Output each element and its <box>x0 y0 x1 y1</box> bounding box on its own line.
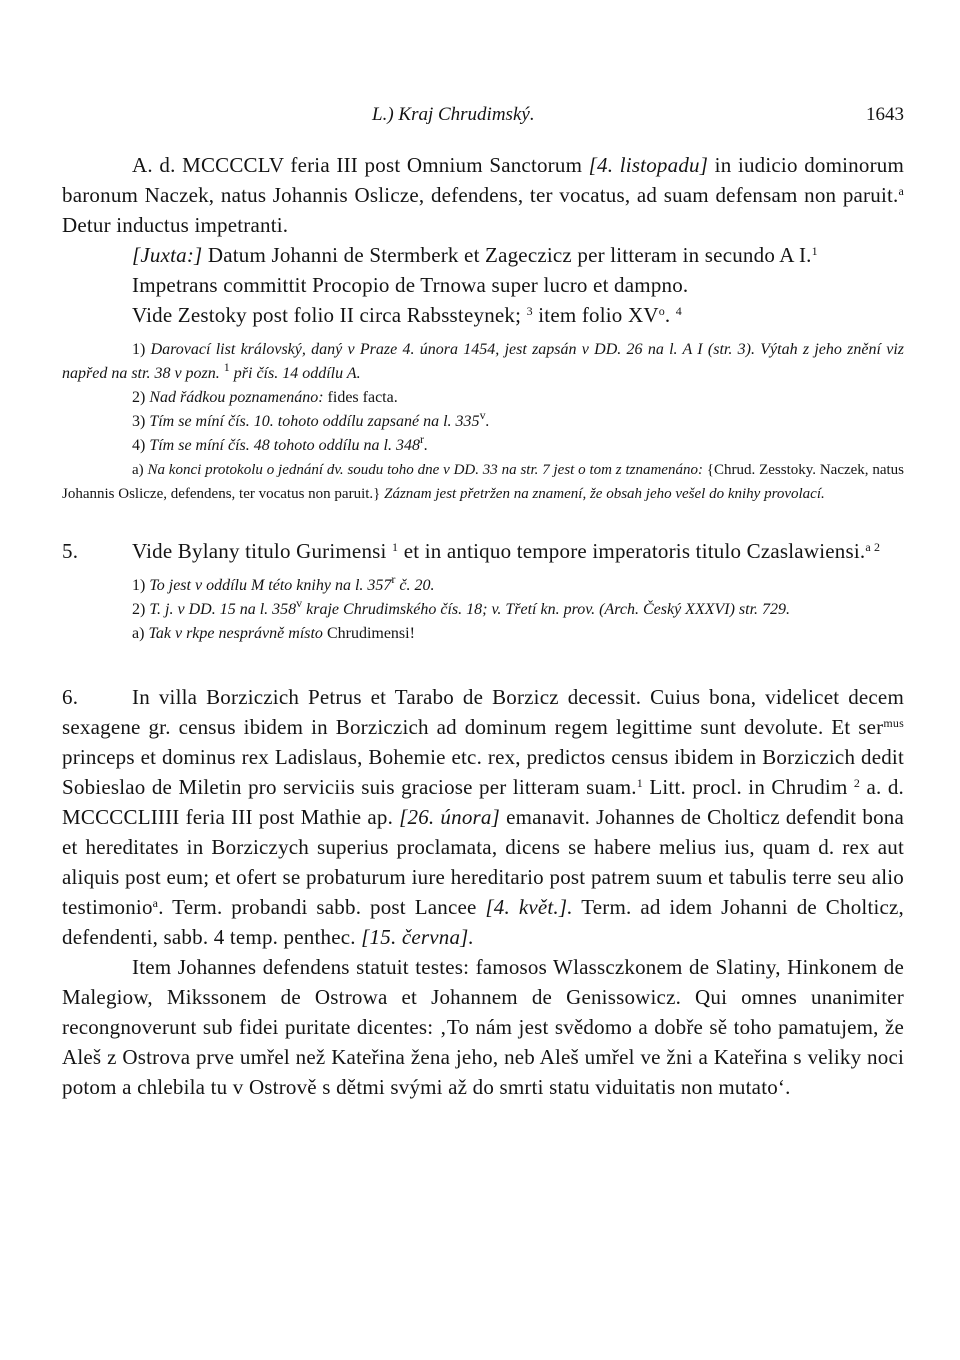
entry-6-text: In villa Borziczich Petrus et Tarabo de Borzicz decessit. Cuius bona, videlicet decem sexagene gr. census ibidem in Borziczich ad dominum regem legittime sunt devolute. Et ser <box>62 685 904 739</box>
footnote-text: . <box>424 437 428 454</box>
entry-5-paragraph <box>62 536 904 566</box>
entry-number: 6. <box>62 685 79 709</box>
footnote-text: kraje Chrudimského čís. 18; v. Třetí kn. prov. (Arch. Český XXXVI) str. 729. <box>306 601 791 618</box>
footnote-text: Tím se míní čís. 10. tohoto oddílu zapsané na l. 335 <box>149 413 480 430</box>
entry-6-text: Litt. procl. in Chrudim <box>649 775 848 799</box>
running-title: L.) Kraj Chrudimský. <box>372 104 535 125</box>
footnote <box>62 598 904 622</box>
entry-a-text-end: Detur inductus impetranti. <box>62 213 289 237</box>
footnote-text: To jest v oddílu M této knihy na l. 357 <box>149 577 392 594</box>
footnote-text: Nad řádkou poznamenáno: <box>149 389 324 406</box>
footnote <box>62 622 904 646</box>
footnote-text: . <box>485 413 490 430</box>
footnote-mark: 1 <box>811 244 818 258</box>
footnote-label: 1) <box>132 577 146 594</box>
footnote-label: a) <box>132 462 144 478</box>
footnote-label: 1) <box>132 341 146 358</box>
entry-6-paragraph-2: Item Johannes defendens statuit testes: famosos Wlassczkonem de Slatiny, Hinkonem de Malegiow, Mikssonem de Ostrowa et Johannem de Genissowicz. Qui omnes unanimiter recongnoverunt sub fidei puritate dicentes: ‚To nám jest svědomo a dobře sě toho pamatujem, že Aleš z Ostrova prve umřel než Kateřina žena jeho, neb Aleš umřel ve žni a Kateřina s veliky noci potom a chlebila tu v Ostrově s dětmi svými až do smrti statu viduitatis non mutato‘. <box>62 955 904 1099</box>
footnote-text: fides facta. <box>327 389 398 406</box>
footnote <box>62 386 904 410</box>
footnote-mark: a <box>898 184 904 198</box>
footnote-text: Tak v rkpe nesprávně místo <box>148 625 323 642</box>
entry-a-text: A. d. MCCCCLV feria III post Omnium Sanctorum <box>132 153 583 177</box>
footnote-mark: a 2 <box>865 540 881 554</box>
entry-a-paragraph-2 <box>62 240 904 270</box>
entry-a-paragraph-1 <box>62 150 904 240</box>
footnote <box>62 458 904 506</box>
footnote <box>62 338 904 386</box>
entry-a-p4-end: . <box>664 303 671 327</box>
entry-6-date: [4. květ.]. <box>485 895 573 919</box>
entry-a-paragraph-3: Impetrans committit Procopio de Trnowa super lucro et dampno. <box>132 273 689 297</box>
entry-6-date: [15. června]. <box>361 925 475 949</box>
superscript-o: o <box>658 304 665 318</box>
footnote-label: 2) <box>132 601 146 618</box>
entry-5-text: et in antiquo tempore imperatoris titulo Czaslawiensi. <box>403 539 866 563</box>
entry-6 <box>62 682 904 1102</box>
footnote-mark: 1 <box>636 776 643 790</box>
footnote-text: Darovací list královský, daný v Praze 4. února 1454, jest zapsán v DD. 26 na l. A I (str. 3). Výtah z jeho znění viz napřed na str. 38 v pozn. <box>62 341 905 382</box>
footnote-mark: r <box>391 572 396 586</box>
entry-6-paragraph-1 <box>62 682 904 952</box>
entry-number: 5. <box>62 539 79 563</box>
footnote <box>62 434 904 458</box>
footnote-mark: v <box>479 408 486 422</box>
page-number: 1643 <box>866 104 904 125</box>
entry-5 <box>62 536 904 646</box>
footnote-text: Záznam jest přetržen na znamení, že obsah jeho vešel do knihy provolací. <box>384 486 825 502</box>
entry-a-p2-text: Datum Johanni de Stermberk et Zageczicz per litteram in secundo A I. <box>207 243 812 267</box>
document-page <box>62 100 904 1102</box>
footnote <box>62 574 904 598</box>
entry-6-text: emanavit. Johannes de Cholticz defendit bona et hereditates in Borziczych superius proclamata, dicens se habere melius ius, quam d. rex aut aliquis post eum; et ofert se probaturum iure hereditario post patrem suum et tabulis terre seu alio testimonio <box>62 805 905 919</box>
footnote-text: při čís. 14 oddílu A. <box>233 365 361 382</box>
entry-6-text: Term. ad idem Johanni de Cholticz, defendenti, sabb. 4 temp. penthec. <box>62 895 905 949</box>
footnote-mark: 4 <box>675 304 682 318</box>
footnote-label: a) <box>132 625 145 642</box>
footnote-mark: 1 <box>392 540 399 554</box>
footnote-text: Chrudimensi! <box>326 625 415 642</box>
footnote-text: č. 20. <box>399 577 435 594</box>
entry-a-p4-text: Vide Zestoky post folio II circa Rabssteynek; <box>132 303 522 327</box>
footnote-text: T. j. v DD. 15 na l. 358 <box>149 601 297 618</box>
entry-a-date: [4. listopadu] <box>588 153 709 177</box>
entry-5-text: Vide Bylany titulo Gurimensi <box>132 539 387 563</box>
entry-6-text: . Term. probandi sabb. post Lancee <box>158 895 477 919</box>
footnote-mark: 3 <box>526 304 533 318</box>
entry-6-text: a. d. MCCCCLIIII feria III post Mathie ap. <box>62 775 904 829</box>
footnotes-5 <box>62 574 904 646</box>
footnote <box>62 410 904 434</box>
footnotes-a <box>62 338 904 506</box>
entry-6-date: [26. února] <box>399 805 500 829</box>
footnote-text: Tím se míní čís. 48 tohoto oddílu na l. 348 <box>149 437 420 454</box>
entry-a-text-rest: in iudicio dominorum baronum Naczek, natus Johannis Oslicze, defendens, ter vocatus, ad suam defensam non paruit. <box>62 153 905 207</box>
footnote-label: 2) <box>132 389 146 406</box>
entry-6-text: princeps et dominus rex Ladislaus, Bohemie etc. rex, predictos census ibidem in Borziczich dedit Sobieslao de Miletin pro serviciis suis graciose per litteram suam. <box>62 745 904 799</box>
entry-a-p4-mid: item folio XV <box>538 303 659 327</box>
footnote-mark: r <box>420 432 424 446</box>
footnote-mark: 1 <box>223 360 230 374</box>
page-header <box>62 100 904 130</box>
entry-a-paragraph-4 <box>62 300 904 330</box>
superscript-mus: mus <box>883 716 904 730</box>
footnote-text: Na konci protokolu o jednání dv. soudu toho dne v DD. 33 na str. 7 jest o tom z tznamenáno: <box>147 462 703 478</box>
juxta-label: [Juxta:] <box>132 243 203 267</box>
footnote-text: {Chrud. Zesstoky. Naczek, natus Johannis Oslicze, defendens, ter vocatus non paruit.} <box>62 462 905 502</box>
footnote-label: 3) <box>132 413 146 430</box>
footnote-mark: 2 <box>853 776 861 790</box>
footnote-mark: a <box>152 896 159 910</box>
footnote-mark: v <box>296 596 303 610</box>
footnote-label: 4) <box>132 437 146 454</box>
